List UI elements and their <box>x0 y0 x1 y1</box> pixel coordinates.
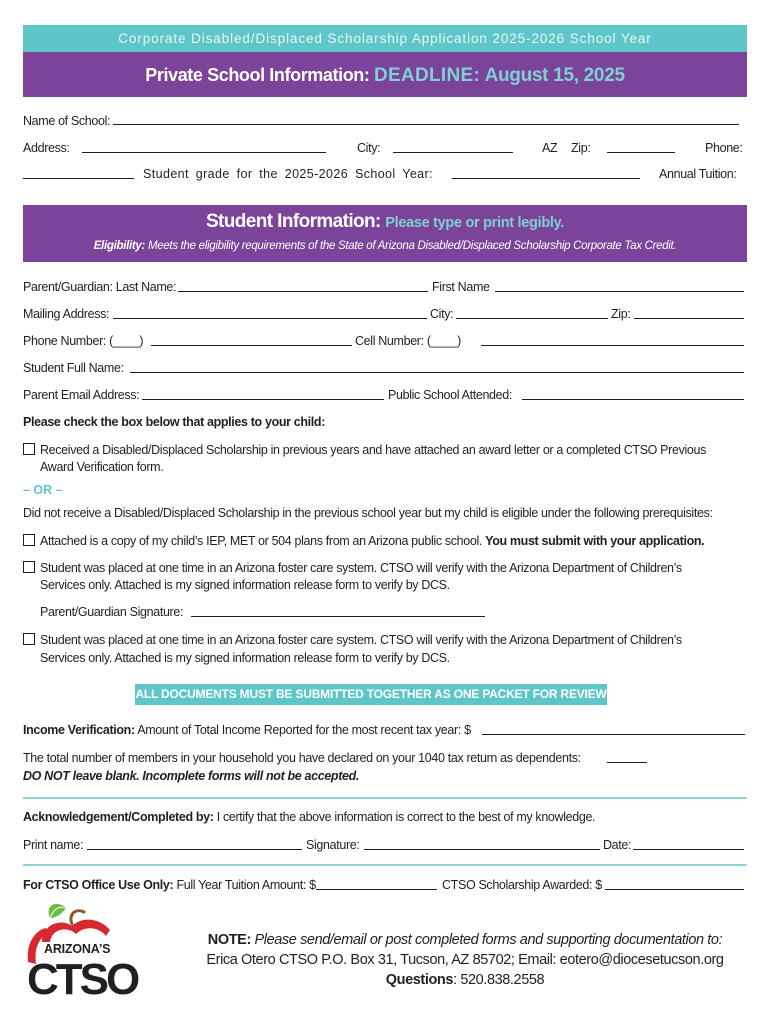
office-label: For CTSO Office Use Only: <box>23 878 174 892</box>
did-not-text: Did not receive a Disabled/Displaced Scholarship in the previous school year but my child is eligible under the following prerequisites: <box>23 506 713 520</box>
email-input[interactable] <box>142 388 384 400</box>
income-label: Income Verification: <box>23 723 135 737</box>
office-awarded-input[interactable] <box>605 878 744 890</box>
deadline-label: DEADLINE: <box>373 65 481 86</box>
logo-top-text: ARIZONA’S <box>44 942 111 956</box>
household-input[interactable] <box>607 751 647 763</box>
office-row <box>23 878 316 892</box>
first-name-label: First Name <box>432 280 490 294</box>
school-name-input[interactable] <box>113 113 739 125</box>
eligibility-label: Eligibility: <box>93 240 146 252</box>
print-name-input[interactable] <box>87 838 302 850</box>
questions-phone: : 520.838.2558 <box>453 972 545 988</box>
date-input[interactable] <box>633 838 744 850</box>
student-name-input[interactable] <box>130 361 744 373</box>
address-input[interactable] <box>82 141 326 153</box>
option1-text-cont: Award Verification form. <box>40 460 164 474</box>
mailing-label: Mailing Address: <box>23 307 110 321</box>
zip-input[interactable] <box>607 141 675 153</box>
grade-input[interactable] <box>23 167 134 179</box>
state-label: AZ <box>542 141 558 155</box>
public-school-label: Public School Attended: <box>388 388 512 402</box>
cell-number-input[interactable] <box>481 334 744 346</box>
option1-checkbox[interactable] <box>23 443 35 455</box>
public-school-input[interactable] <box>522 388 744 400</box>
ack-row <box>23 810 595 824</box>
income-input[interactable] <box>482 723 745 735</box>
logo-main-text: CTSO <box>27 955 138 1004</box>
student-info-header <box>23 205 747 262</box>
phone-label: Phone: <box>705 141 743 155</box>
option3-row <box>23 561 682 575</box>
print-name-label: Print name: <box>23 838 84 852</box>
option2-text: Attached is a copy of my child’s IEP, MET or 504 plans from an Arizona public school. <box>40 534 483 548</box>
option3-text-cont: Services only. Attached is my signed information release form to verify by DCS. <box>40 578 450 592</box>
mailing-city-label: City: <box>430 307 454 321</box>
income-warning: DO NOT leave blank. Incomplete forms will not be accepted. <box>23 769 360 783</box>
email-label: Parent Email Address: <box>23 388 140 402</box>
city-input[interactable] <box>393 141 513 153</box>
option4-row <box>23 633 682 647</box>
school-name-row <box>23 113 739 128</box>
first-name-input[interactable] <box>495 280 744 292</box>
option2-checkbox[interactable] <box>23 534 35 546</box>
tuition-label: Annual Tuition: <box>659 167 737 181</box>
divider <box>23 864 747 866</box>
office-tuition-input[interactable] <box>316 878 437 890</box>
ctso-logo <box>20 902 160 1007</box>
phone-number-input[interactable] <box>151 334 352 346</box>
mailing-zip-label: Zip: <box>611 307 631 321</box>
income-text: Amount of Total Income Reported for the most recent tax year: $ <box>137 723 471 737</box>
check-instruction: Please check the box below that applies to your child: <box>23 415 326 429</box>
income-row <box>23 723 471 737</box>
eligibility-text: Meets the eligibility requirements of the State of Arizona Disabled/Displaced Scholarship Corporate Tax Credit. <box>147 240 677 252</box>
city-label: City: <box>357 141 381 155</box>
guardian-signature-input[interactable] <box>191 605 485 617</box>
questions-label: Questions <box>385 972 454 988</box>
tuition-input[interactable] <box>452 167 640 179</box>
parent-last-label: Parent/Guardian: Last Name: <box>23 280 177 294</box>
or-divider: – OR – <box>23 483 63 497</box>
form-title-banner <box>23 25 747 52</box>
zip-label: Zip: <box>571 141 591 155</box>
guardian-signature-label: Parent/Guardian Signature: <box>40 605 184 619</box>
parent-last-input[interactable] <box>178 280 428 292</box>
deadline-date: August 15, 2025 <box>484 65 625 86</box>
contact-text: Erica Otero CTSO P.O. Box 31, Tucson, AZ 85702; Email: eotero@diocesetucson.org <box>206 952 724 968</box>
address-label: Address: <box>23 141 70 155</box>
packet-notice: ALL DOCUMENTS MUST BE SUBMITTED TOGETHER AS ONE PACKET FOR REVIEW <box>135 684 607 705</box>
private-school-header <box>23 52 747 97</box>
footer-note <box>180 930 750 990</box>
signature-input[interactable] <box>364 838 600 850</box>
option1-text: Received a Disabled/Displaced Scholarship in previous years and have attached an award letter or a completed CTSO Previous <box>40 443 707 457</box>
grade-label: Student grade for the 2025-2026 School Year: <box>143 167 433 181</box>
ack-label: Acknowledgement/Completed by: <box>23 810 214 824</box>
student-name-label: Student Full Name: <box>23 361 124 375</box>
mailing-input[interactable] <box>113 307 427 319</box>
mailing-zip-input[interactable] <box>634 307 744 319</box>
phone-number-label: Phone Number: (____) <box>23 334 144 348</box>
office-awarded-label: CTSO Scholarship Awarded: $ <box>442 878 602 892</box>
option4-checkbox[interactable] <box>23 633 35 645</box>
option3-checkbox[interactable] <box>23 561 35 573</box>
note-text: Please send/email or post completed forms and supporting documentation to: <box>254 932 723 948</box>
cell-number-label: Cell Number: (____) <box>355 334 461 348</box>
option1-row <box>23 443 706 457</box>
date-label: Date: <box>603 838 632 852</box>
signature-label: Signature: <box>306 838 360 852</box>
household-text: The total number of members in your household you have declared on your 1040 tax return as dependents: <box>23 751 581 765</box>
office-tuition-label: Full Year Tuition Amount: $ <box>176 878 316 892</box>
ack-text: I certify that the above information is correct to the best of my knowledge. <box>216 810 596 824</box>
option4-text: Student was placed at one time in an Arizona foster care system. CTSO will verify with the Arizona Department of Children’s <box>40 633 682 647</box>
mailing-city-input[interactable] <box>456 307 608 319</box>
form-title: Corporate Disabled/Displaced Scholarship Application 2025-2026 School Year <box>118 31 652 46</box>
student-section-title: Student Information: <box>205 211 381 232</box>
note-label: NOTE: <box>207 932 251 948</box>
divider <box>23 797 747 799</box>
school-name-label: Name of School: <box>23 114 111 128</box>
option2-row <box>23 534 704 548</box>
option3-text: Student was placed at one time in an Arizona foster care system. CTSO will verify with the Arizona Department of Children’s <box>40 561 682 575</box>
student-section-subtitle: Please type or print legibly. <box>385 215 565 231</box>
option2-bold-text: You must submit with your application. <box>485 534 705 548</box>
section-title: Private School Information: <box>145 65 370 85</box>
option4-text-cont: Services only. Attached is my signed information release form to verify by DCS. <box>40 651 450 665</box>
